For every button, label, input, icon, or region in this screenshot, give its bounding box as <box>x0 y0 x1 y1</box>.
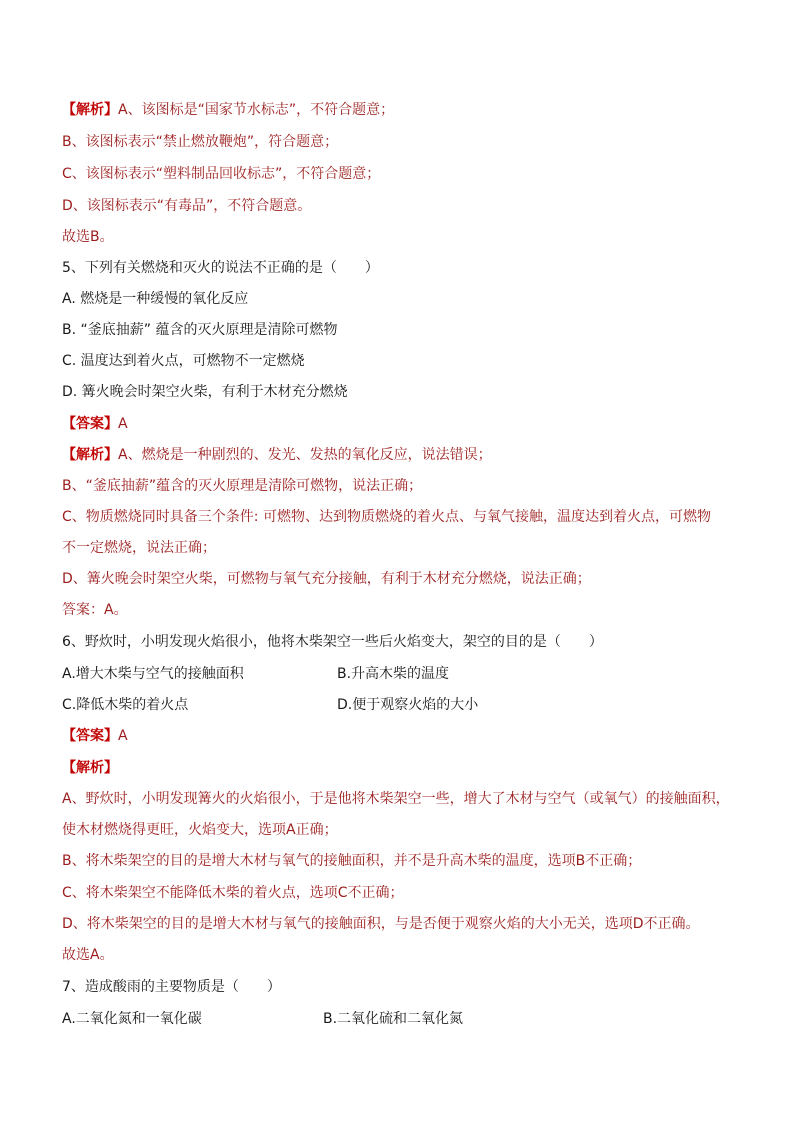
q4-conclusion: 故选B。 <box>62 229 114 245</box>
q5-conclusion: 答案：A。 <box>62 602 128 618</box>
q6-analysis-b: B、将木柴架空的目的是增大木材与氧气的接触面积，并不是升高木柴的温度，选项B不正确； <box>62 853 642 869</box>
q5-analysis-c-line2: 不一定燃烧，说法正确； <box>62 540 216 556</box>
q7-question: 7、造成酸雨的主要物质是（ ） <box>62 979 281 995</box>
q5-option-c: C. 温度达到着火点，可燃物不一定燃烧 <box>62 353 305 369</box>
q4-analysis-a <box>62 101 394 119</box>
analysis-tag: 【解析】 <box>62 760 118 776</box>
q5-analysis-a <box>62 446 492 464</box>
analysis-tag: 【解析】 <box>62 447 118 463</box>
q5-analysis-d: D、篝火晚会时架空火柴，可燃物与氧气充分接触，有利于木材充分燃烧，说法正确； <box>62 571 591 587</box>
q6-analysis-c: C、将木柴架空不能降低木柴的着火点，选项C不正确； <box>62 885 404 901</box>
q6-answer-value: A <box>118 728 128 744</box>
q5-question: 5、下列有关燃烧和灭火的说法不正确的是（ ） <box>62 260 379 276</box>
q6-analysis-a-line1: A、野炊时，小明发现篝火的火焰很小，于是他将木柴架空一些，增大了木材与空气（或氧气）的接触面积， <box>62 791 730 807</box>
q6-analysis-d: D、将木柴架空的目的是增大木材与氧气的接触面积，与是否便于观察火焰的大小无关，选项D不正确。 <box>62 916 700 932</box>
q6-option-b: B.升高木柴的温度 <box>337 666 450 682</box>
answer-tag: 【答案】 <box>62 728 118 744</box>
q7-option-a: A.二氧化氮和一氧化碳 <box>62 1011 202 1027</box>
q5-analysis-b: B、“釜底抽薪”蕴含的灭火原理是清除可燃物，说法正确； <box>62 478 423 494</box>
q6-analysis-a-line2: 使木材燃烧得更旺，火焰变大，选项A正确； <box>62 822 338 838</box>
q6-question: 6、野炊时，小明发现火焰很小，他将木柴架空一些后火焰变大，架空的目的是（ ） <box>62 634 603 650</box>
q4-analysis-d: D、该图标表示“有毒品”，不符合题意。 <box>62 198 312 214</box>
q5-option-a: A. 燃烧是一种缓慢的氧化反应 <box>62 291 249 307</box>
q5-answer-value: A <box>118 416 128 432</box>
q6-answer <box>62 727 128 745</box>
q5-analysis-a-text: A、燃烧是一种剧烈的、发光、发热的氧化反应，说法错误； <box>118 447 492 463</box>
q6-option-a: A.增大木柴与空气的接触面积 <box>62 666 244 682</box>
q5-option-d: D. 篝火晚会时架空火柴，有利于木材充分燃烧 <box>62 384 348 400</box>
q5-answer <box>62 415 128 433</box>
analysis-tag: 【解析】 <box>62 102 118 118</box>
q4-analysis-b: B、该图标表示“禁止燃放鞭炮”，符合题意； <box>62 134 339 150</box>
q6-option-c: C.降低木柴的着火点 <box>62 697 189 713</box>
answer-tag: 【答案】 <box>62 416 118 432</box>
q6-conclusion: 故选A。 <box>62 947 114 963</box>
q5-option-b: B. “釜底抽薪” 蕴含的灭火原理是清除可燃物 <box>62 322 338 338</box>
q6-analysis-heading <box>62 759 118 777</box>
q4-analysis-c: C、该图标表示“塑料制品回收标志”，不符合题意； <box>62 166 381 182</box>
q5-analysis-c-line1: C、物质燃烧同时具备三个条件: 可燃物、达到物质燃烧的着火点、与氧气接触，温度达到着火点，可燃物 <box>62 509 711 525</box>
q4-analysis-a-text: A、该图标是“国家节水标志”，不符合题意； <box>118 102 395 118</box>
q7-option-b: B.二氧化硫和二氧化氮 <box>323 1011 464 1027</box>
q6-option-d: D.便于观察火焰的大小 <box>337 697 479 713</box>
